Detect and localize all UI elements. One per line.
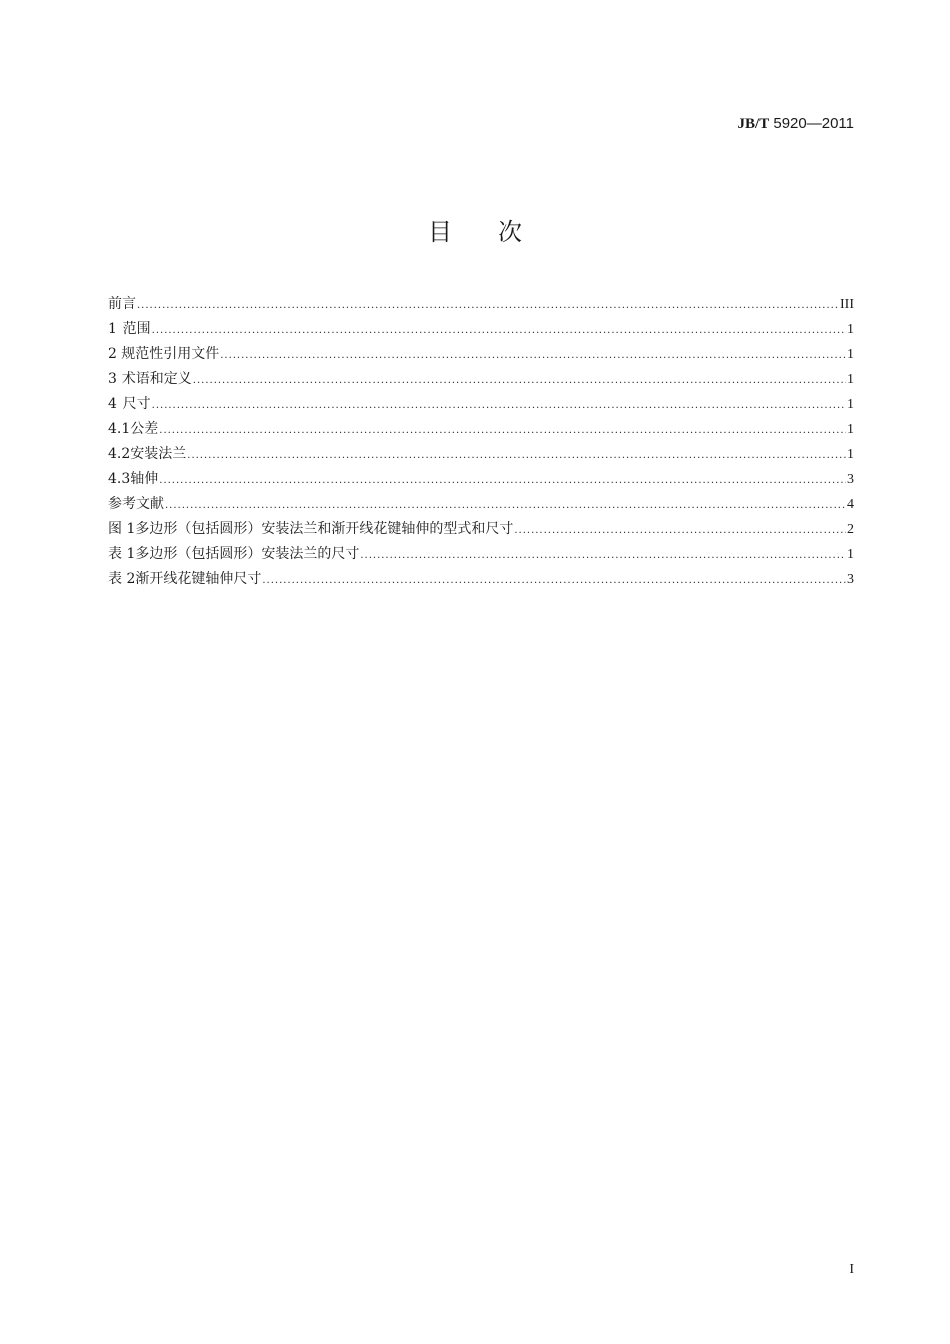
toc-leader-dots [262, 568, 846, 593]
toc-entry-label: 前言 [108, 296, 136, 312]
toc-entry-page: 3 [847, 472, 854, 487]
toc-entry-label: 安装法兰 [130, 446, 187, 462]
toc-entry-page: 1 [847, 422, 854, 437]
toc-entry-2[interactable] [108, 342, 854, 367]
toc-entry-4-2[interactable] [108, 442, 854, 467]
toc-leader-dots [193, 368, 846, 393]
toc-entry-label: 规范性引用文件 [121, 346, 220, 362]
toc-entry-number: 1 [108, 321, 117, 337]
toc-entry-label: 尺寸 [122, 396, 151, 412]
toc-entry-figure-1[interactable] [108, 517, 854, 542]
toc-entry-label: 参考文献 [108, 496, 164, 512]
toc-entry-number: 表 2 [108, 571, 136, 587]
toc-leader-dots [165, 493, 846, 518]
toc-entry-page: 2 [847, 522, 854, 537]
toc-title: 目次 [428, 218, 568, 246]
toc-entry-page: 4 [847, 497, 854, 512]
toc-entry-4[interactable] [108, 392, 854, 417]
toc-entry-3[interactable] [108, 367, 854, 392]
toc-entry-label: 多边形（包括圆形）安装法兰的尺寸 [135, 546, 360, 562]
toc-entry-number: 表 1 [108, 546, 136, 562]
toc-leader-dots [152, 318, 846, 343]
toc-leader-dots [152, 393, 846, 418]
toc-entry-4-1[interactable] [108, 417, 854, 442]
toc-leader-dots [360, 543, 846, 568]
toc-entry-number: 4 [108, 396, 117, 412]
toc-entry-number: 3 [108, 371, 117, 387]
toc-entry-number: 4.1 [108, 421, 131, 437]
toc-entry-label: 渐开线花键轴伸尺寸 [135, 571, 262, 587]
standard-number: 5920—2011 [773, 115, 854, 132]
toc-entry-label: 公差 [130, 421, 159, 437]
toc-entry-number: 图 1 [108, 521, 136, 537]
toc-entry-page: 1 [847, 372, 854, 387]
toc-leader-dots [187, 443, 846, 468]
page-number: I [849, 1262, 854, 1277]
toc-leader-dots [159, 418, 846, 443]
toc-leader-dots [159, 468, 846, 493]
toc-entry-4-3[interactable] [108, 467, 854, 492]
document-code [738, 115, 854, 133]
toc-entry-number: 2 [108, 346, 117, 362]
toc-entry-page: 1 [847, 347, 854, 362]
toc-entry-table-1[interactable] [108, 542, 854, 567]
toc-entry-number: 4.3 [108, 471, 131, 487]
toc-entry-page: 1 [847, 447, 854, 462]
toc-entry-label: 多边形（包括圆形）安装法兰和渐开线花键轴伸的型式和尺寸 [135, 521, 514, 537]
toc-entry-page: 1 [847, 397, 854, 412]
toc-entry-number: 4.2 [108, 446, 131, 462]
standard-prefix: JB/T [737, 116, 770, 132]
toc-leader-dots [220, 343, 846, 368]
toc-entry-1[interactable] [108, 317, 854, 342]
toc-entry-page: 1 [847, 322, 854, 337]
toc-entry-page: 1 [847, 547, 854, 562]
toc-entry-label: 范围 [122, 321, 151, 337]
toc-entry-page: III [840, 297, 854, 312]
toc-entry-foreword[interactable] [108, 292, 854, 317]
toc-entry-label: 轴伸 [130, 471, 159, 487]
table-of-contents [108, 292, 854, 592]
toc-entry-table-2[interactable] [108, 567, 854, 592]
toc-entry-label: 术语和定义 [121, 371, 192, 387]
toc-entry-page: 3 [847, 572, 854, 587]
toc-leader-dots [137, 293, 839, 318]
toc-entry-references[interactable] [108, 492, 854, 517]
toc-leader-dots [514, 518, 846, 543]
